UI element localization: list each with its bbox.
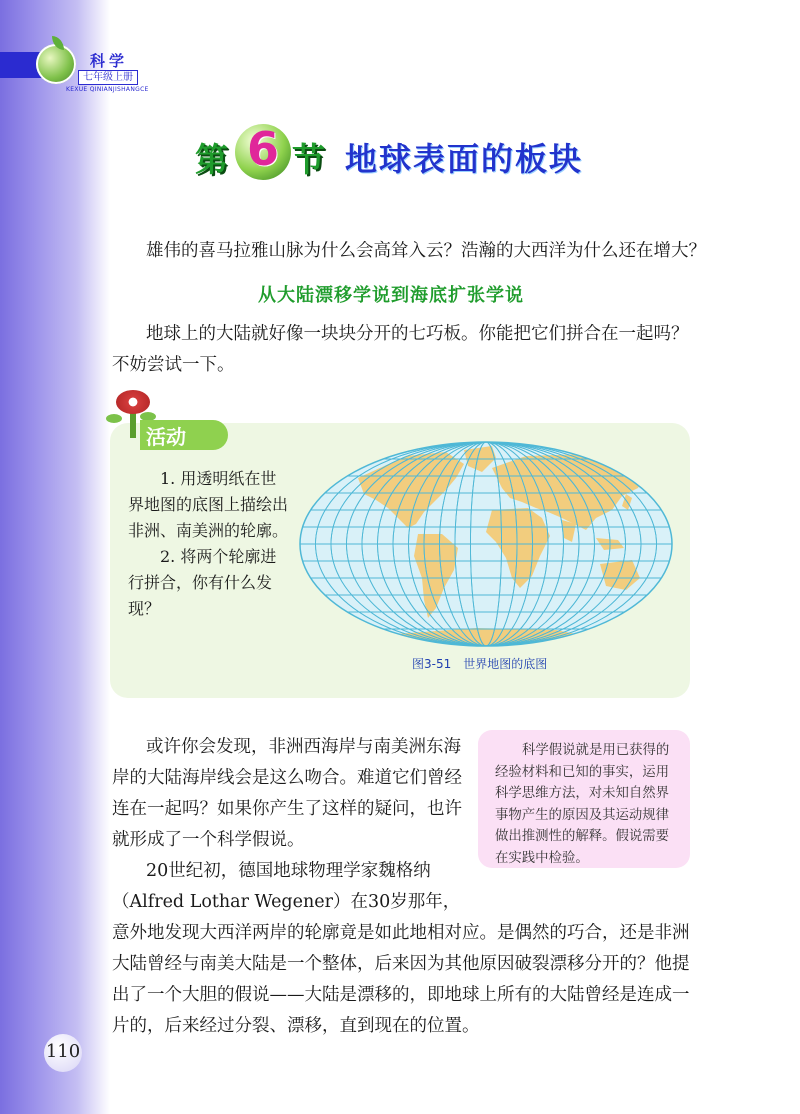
- paragraph-1: 地球上的大陆就好像一块块分开的七巧板。你能把它们拼合在一起吗？不妨尝试一下。: [112, 324, 689, 375]
- page-number: 110: [45, 1041, 81, 1062]
- activity-step-2: 2. 将两个轮廓进行拼合，你有什么发现？: [128, 547, 277, 618]
- figure-caption: 图3-51 世界地图的底图: [412, 657, 548, 671]
- globe-logo-icon: [36, 44, 76, 84]
- book-subject: 科学: [90, 52, 129, 70]
- section-title: [195, 118, 635, 188]
- world-map: [296, 438, 676, 650]
- subheading: 从大陆漂移学说到海底扩张学说: [258, 285, 524, 306]
- title-number: 6: [246, 122, 279, 176]
- page-side-band: [0, 0, 110, 1114]
- book-grade: 七年级上册: [78, 70, 138, 85]
- book-pinyin: KEXUE QINIANJISHANGCE: [66, 86, 149, 93]
- activity-step-1: 1. 用透明纸在世界地图的底图上描绘出非洲、南美洲的轮廓。: [128, 469, 289, 540]
- title-prefix: 第: [195, 140, 228, 179]
- activity-flower-icon: [116, 390, 150, 414]
- title-text: 地球表面的板块: [345, 140, 584, 178]
- intro-question: 雄伟的喜马拉雅山脉为什么会高耸入云？浩瀚的大西洋为什么还在增大？: [146, 241, 706, 261]
- paragraph-2: 或许你会发现，非洲西海岸与南美洲东海岸的大陆海岸线会是这么吻合。难道它们曾经连在一起吗？如果你产生了这样的疑问，也许就形成了一个科学假说。: [112, 737, 462, 850]
- activity-leaf-icon: [106, 414, 122, 423]
- activity-label: 活动: [146, 425, 186, 449]
- paragraph-3-cont: 意外地发现大西洋两岸的轮廓竟是如此地相对应。是偶然的巧合，还是非洲大陆曾经与南美大陆是一个整体，后来因为其他原因破裂漂移分开的？他提出了一个大胆的假说——大陆是漂移的，即地球上所有的大陆曾经是连成一片的，后来经过分裂、漂移，直到现在的位置。: [112, 923, 690, 1036]
- activity-instructions: [128, 466, 288, 622]
- paragraph-3-start: 20世纪初，德国地球物理学家魏格纳（Alfred Lothar Wegener）在30岁那年，: [112, 861, 461, 912]
- sidebar-note-text: 科学假说就是用已获得的经验材料和已知的事实，运用科学思维方法，对未知自然界事物产生的原因及其运动规律做出推测性的解释。假说需要在实践中检验。: [495, 743, 670, 866]
- title-suffix: 节: [292, 140, 325, 179]
